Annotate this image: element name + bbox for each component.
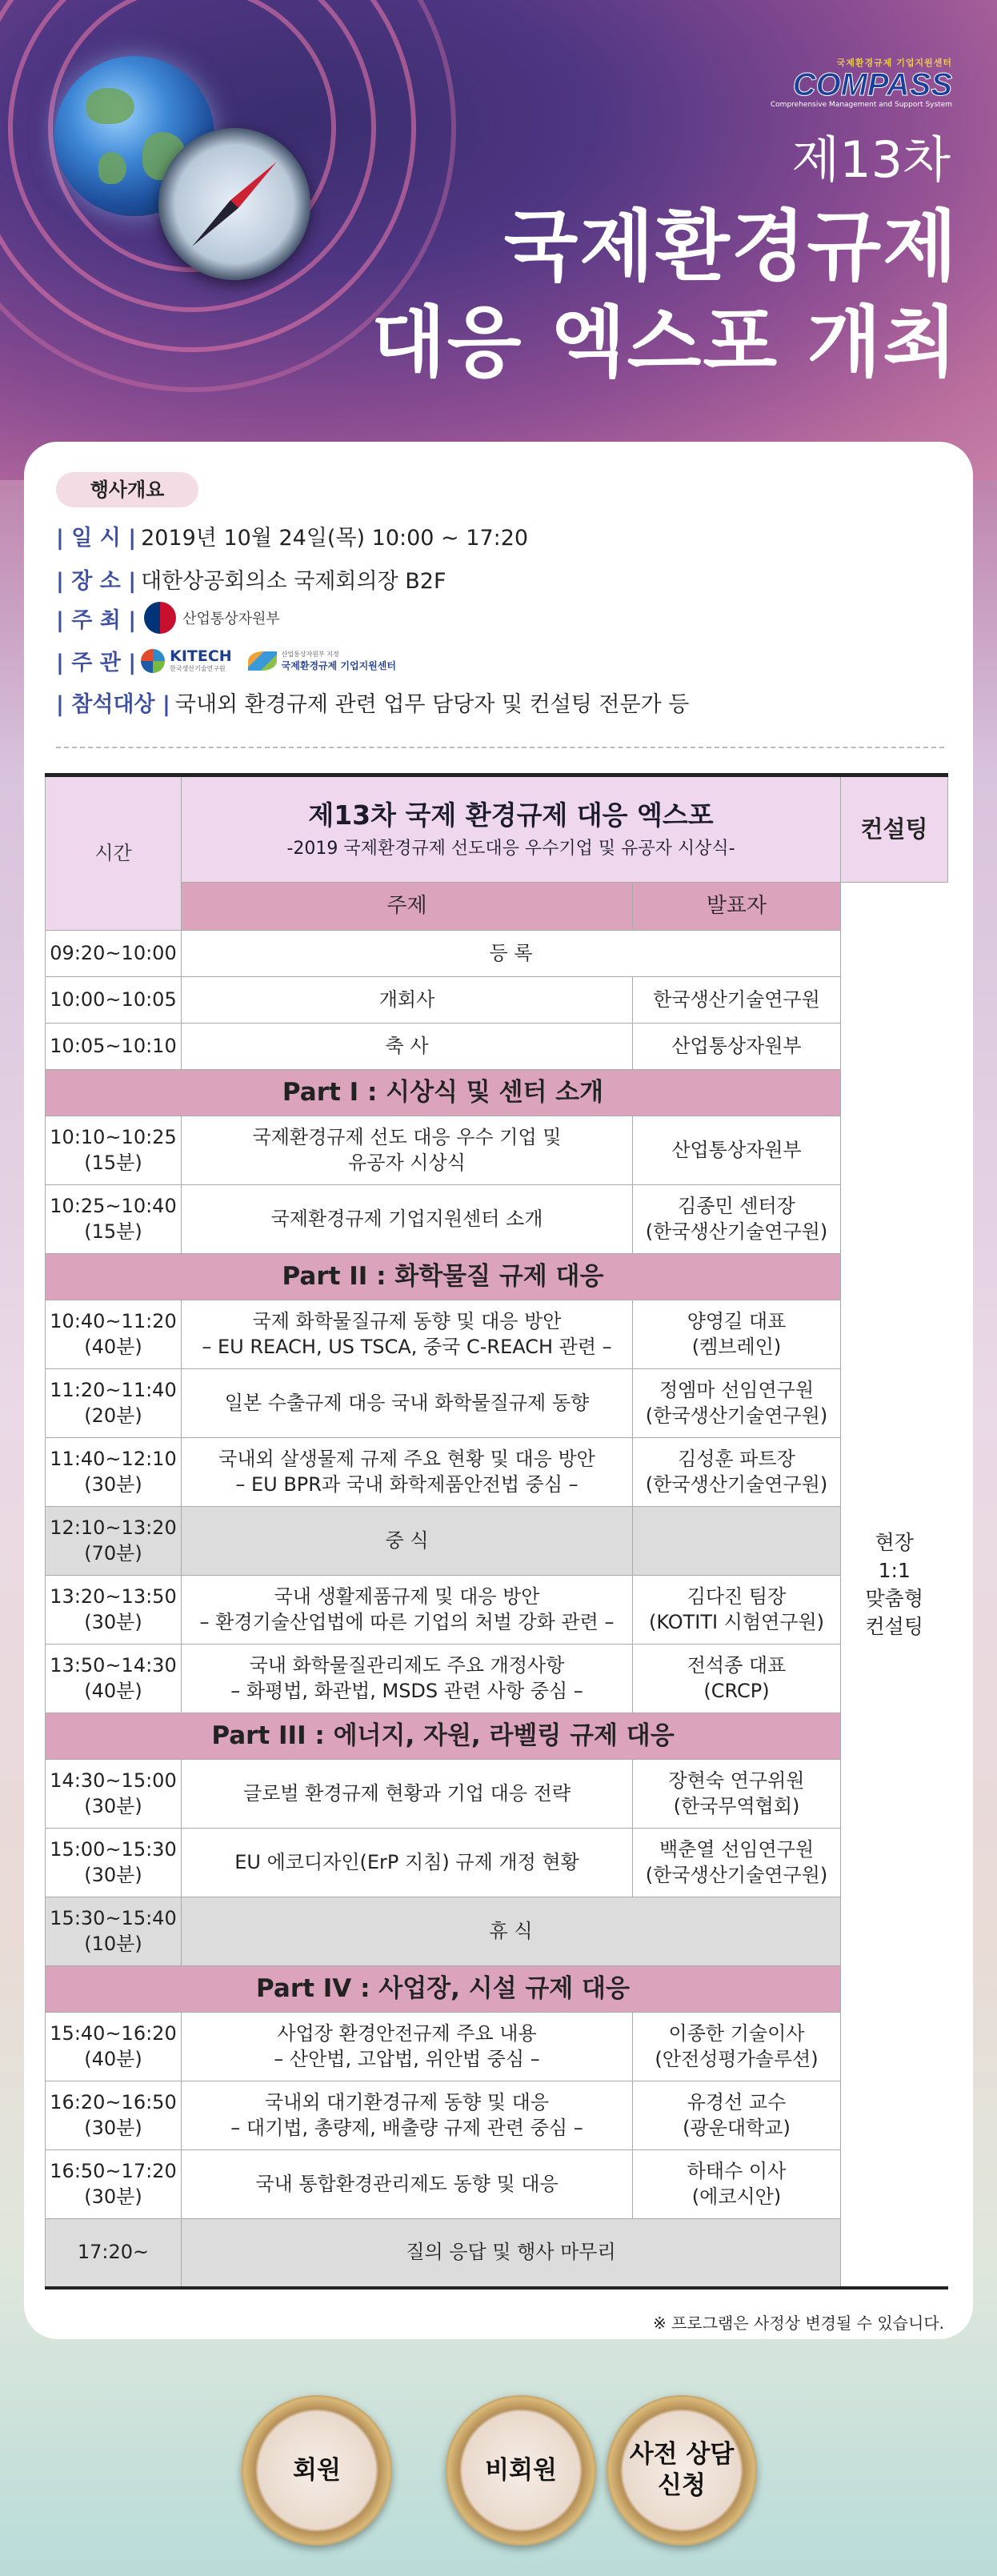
hero-banner bbox=[0, 0, 997, 480]
logo-subtitle: Comprehensive Management and Support System bbox=[770, 101, 952, 109]
kitech-subname: 한국생산기술연구원 bbox=[170, 664, 226, 672]
ministry-logo bbox=[144, 602, 280, 634]
logo-tagline: 국제환경규제 기업지원센터 bbox=[836, 58, 952, 68]
time-cell: 16:50~17:20 (30분) bbox=[46, 2150, 182, 2219]
info-attendees bbox=[56, 687, 689, 718]
time-cell: 16:20~16:50 (30분) bbox=[46, 2081, 182, 2150]
schedule-row bbox=[46, 1897, 948, 1966]
schedule-row bbox=[46, 931, 948, 977]
topic-cell: 글로벌 환경규제 현황과 기업 대응 전략 bbox=[182, 1760, 633, 1829]
time-cell: 11:40~12:10 (30분) bbox=[46, 1438, 182, 1507]
non-member-button[interactable] bbox=[446, 2395, 596, 2546]
schedule-row bbox=[46, 977, 948, 1024]
taegeuk-icon bbox=[144, 602, 176, 634]
topic-cell: EU 에코디자인(ErP 지침) 규제 개정 현황 bbox=[182, 1829, 633, 1897]
part-heading: Part IV : 사업장, 시설 규제 대응 bbox=[46, 1966, 841, 2013]
time-cell: 10:40~11:20 (40분) bbox=[46, 1300, 182, 1369]
consulting-header: 컨설팅 bbox=[841, 775, 948, 883]
time-cell: 15:00~15:30 (30분) bbox=[46, 1829, 182, 1897]
session-cell: 등 록 bbox=[182, 931, 841, 977]
schedule-row bbox=[46, 2081, 948, 2150]
time-cell: 10:05~10:10 bbox=[46, 1024, 182, 1070]
info-organizer bbox=[56, 645, 412, 676]
speaker-cell: 산업통상자원부 bbox=[633, 1116, 841, 1185]
event-title-line1: 국제환경규제 bbox=[503, 202, 959, 291]
schedule-row bbox=[46, 1645, 948, 1713]
speaker-cell: 정엠마 선임연구원 (한국생산기술연구원) bbox=[633, 1369, 841, 1438]
consulting-cell bbox=[841, 883, 948, 2288]
part-row bbox=[46, 1254, 948, 1300]
speaker-cell bbox=[633, 1507, 841, 1576]
time-cell: 14:30~15:00 (30분) bbox=[46, 1760, 182, 1829]
topic-cell: 국내 생활제품규제 및 대응 방안 – 환경기술산업법에 따른 기업의 처벌 강화 관련 – bbox=[182, 1576, 633, 1645]
topic-cell: 국내 통합환경관리제도 동향 및 대응 bbox=[182, 2150, 633, 2219]
speaker-cell: 하태수 이사 (에코시안) bbox=[633, 2150, 841, 2219]
schedule-row bbox=[46, 1369, 948, 1438]
logo-wordmark: COMPASS bbox=[792, 67, 952, 102]
part-row bbox=[46, 1070, 948, 1116]
kitech-mark-icon bbox=[141, 649, 165, 673]
speaker-cell: 유경선 교수 (광운대학교) bbox=[633, 2081, 841, 2150]
info-label: | 장 소 | bbox=[56, 569, 137, 594]
non-member-button-label: 비회원 bbox=[485, 2455, 557, 2485]
time-cell: 17:20~ bbox=[46, 2219, 182, 2288]
topic-cell: 일본 수출규제 대응 국내 화학물질규제 동향 bbox=[182, 1369, 633, 1438]
schedule-row bbox=[46, 1116, 948, 1185]
speaker-header: 발표자 bbox=[633, 883, 841, 931]
program-note: ※ 프로그램은 사정상 변경될 수 있습니다. bbox=[652, 2314, 944, 2333]
topic-cell: 축 사 bbox=[182, 1024, 633, 1070]
speaker-cell: 김성훈 파트장 (한국생산기술연구원) bbox=[633, 1438, 841, 1507]
schedule-row bbox=[46, 2219, 948, 2288]
time-cell: 11:20~11:40 (20분) bbox=[46, 1369, 182, 1438]
schedule-row bbox=[46, 1829, 948, 1897]
compass-logo bbox=[771, 56, 952, 109]
topic-cell: 국제 화학물질규제 동향 및 대응 방안 – EU REACH, US TSCA, 중국 C-REACH 관련 – bbox=[182, 1300, 633, 1369]
speaker-cell: 김종민 센터장 (한국생산기술연구원) bbox=[633, 1185, 841, 1254]
center-logo bbox=[248, 650, 396, 672]
topic-cell: 국내외 대기환경규제 동향 및 대응 – 대기법, 총량제, 배출량 규제 관련 중심 – bbox=[182, 2081, 633, 2150]
schedule-row bbox=[46, 1507, 948, 1576]
closing-cell: 질의 응답 및 행사 마무리 bbox=[182, 2219, 841, 2288]
info-value: 대한상공회의소 국제회의장 B2F bbox=[141, 569, 446, 594]
pre-consult-button[interactable] bbox=[607, 2395, 757, 2546]
event-edition: 제13차 bbox=[791, 130, 951, 189]
topic-cell: 개회사 bbox=[182, 977, 633, 1024]
pre-consult-button-label: 사전 상담 신청 bbox=[629, 2440, 735, 2500]
kitech-name: KITECH bbox=[170, 647, 232, 665]
info-place bbox=[56, 563, 446, 595]
section-divider bbox=[56, 747, 944, 748]
info-label: | 일 시 | bbox=[56, 526, 137, 551]
center-mark-icon bbox=[248, 651, 277, 671]
schedule-row bbox=[46, 1185, 948, 1254]
schedule-row bbox=[46, 1300, 948, 1369]
program-subtitle: -2019 국제환경규제 선도대응 우수기업 및 유공자 시상식- bbox=[286, 838, 735, 859]
speaker-cell: 한국생산기술연구원 bbox=[633, 977, 841, 1024]
speaker-cell: 김다진 팀장 (KOTITI 시험연구원) bbox=[633, 1576, 841, 1645]
topic-cell: 국제환경규제 선도 대응 우수 기업 및 유공자 시상식 bbox=[182, 1116, 633, 1185]
compass-image bbox=[158, 128, 310, 280]
time-header: 시간 bbox=[46, 775, 182, 931]
program-table bbox=[45, 773, 948, 2290]
schedule-row bbox=[46, 1576, 948, 1645]
topic-cell: 사업장 환경안전규제 주요 내용 – 산안법, 고압법, 위안법 중심 – bbox=[182, 2013, 633, 2081]
speaker-cell: 이종한 기술이사 (안전성평가솔루션) bbox=[633, 2013, 841, 2081]
part-row bbox=[46, 1713, 948, 1760]
program-title-cell bbox=[182, 775, 841, 883]
speaker-cell: 양영길 대표 (켐브레인) bbox=[633, 1300, 841, 1369]
info-value: 국내외 환경규제 관련 업무 담당자 및 컨설팅 전문가 등 bbox=[174, 692, 690, 717]
schedule-row bbox=[46, 2013, 948, 2081]
info-value: 2019년 10월 24일(목) 10:00 ~ 17:20 bbox=[141, 526, 529, 551]
speaker-cell: 장현숙 연구위원 (한국무역협회) bbox=[633, 1760, 841, 1829]
topic-header: 주제 bbox=[182, 883, 633, 931]
info-label: | 주 최 | bbox=[56, 607, 137, 633]
time-cell: 10:10~10:25 (15분) bbox=[46, 1116, 182, 1185]
part-row bbox=[46, 1966, 948, 2013]
topic-cell: 국제환경규제 기업지원센터 소개 bbox=[182, 1185, 633, 1254]
break-cell: 휴 식 bbox=[182, 1897, 841, 1966]
time-cell: 10:25~10:40 (15분) bbox=[46, 1185, 182, 1254]
overview-badge: 행사개요 bbox=[56, 472, 198, 507]
ministry-name: 산업통상자원부 bbox=[182, 611, 280, 627]
program-title: 제13차 국제 환경규제 대응 엑스포 bbox=[308, 799, 714, 831]
kitech-logo bbox=[141, 649, 232, 673]
time-cell: 12:10~13:20 (70분) bbox=[46, 1507, 182, 1576]
member-button-label: 회원 bbox=[293, 2455, 341, 2485]
event-title-line2: 대응 엑스포 개최 bbox=[371, 298, 959, 387]
part-heading: Part II : 화학물질 규제 대응 bbox=[46, 1254, 841, 1300]
topic-cell: 중 식 bbox=[182, 1507, 633, 1576]
consulting-text: 현장 1:1 맞춤형 컨설팅 bbox=[865, 1530, 923, 1638]
schedule-row bbox=[46, 1024, 948, 1070]
speaker-cell: 백춘열 선임연구원 (한국생산기술연구원) bbox=[633, 1829, 841, 1897]
info-label: | 주 관 | bbox=[56, 651, 137, 675]
info-host bbox=[56, 602, 280, 634]
topic-cell: 국내 화학물질관리제도 주요 개정사항 – 화평법, 화관법, MSDS 관련 사항 중심 – bbox=[182, 1645, 633, 1713]
time-cell: 15:40~16:20 (40분) bbox=[46, 2013, 182, 2081]
schedule-row bbox=[46, 2150, 948, 2219]
topic-cell: 국내외 살생물제 규제 주요 현황 및 대응 방안 – EU BPR과 국내 화학제품안전법 중심 – bbox=[182, 1438, 633, 1507]
member-button[interactable] bbox=[242, 2395, 392, 2546]
center-designation: 산업통상자원부 지정 bbox=[281, 650, 339, 658]
schedule-row bbox=[46, 1438, 948, 1507]
info-date bbox=[56, 520, 528, 551]
time-cell: 15:30~15:40 (10분) bbox=[46, 1897, 182, 1966]
part-heading: Part I : 시상식 및 센터 소개 bbox=[46, 1070, 841, 1116]
time-cell: 09:20~10:00 bbox=[46, 931, 182, 977]
schedule-row bbox=[46, 1760, 948, 1829]
time-cell: 13:50~14:30 (40분) bbox=[46, 1645, 182, 1713]
info-label: | 참석대상 | bbox=[56, 692, 170, 717]
part-heading: Part III : 에너지, 자원, 라벨링 규제 대응 bbox=[46, 1713, 841, 1760]
speaker-cell: 전석종 대표 (CRCP) bbox=[633, 1645, 841, 1713]
time-cell: 10:00~10:05 bbox=[46, 977, 182, 1024]
speaker-cell: 산업통상자원부 bbox=[633, 1024, 841, 1070]
time-cell: 13:20~13:50 (30분) bbox=[46, 1576, 182, 1645]
center-name: 국제환경규제 기업지원센터 bbox=[281, 659, 396, 671]
